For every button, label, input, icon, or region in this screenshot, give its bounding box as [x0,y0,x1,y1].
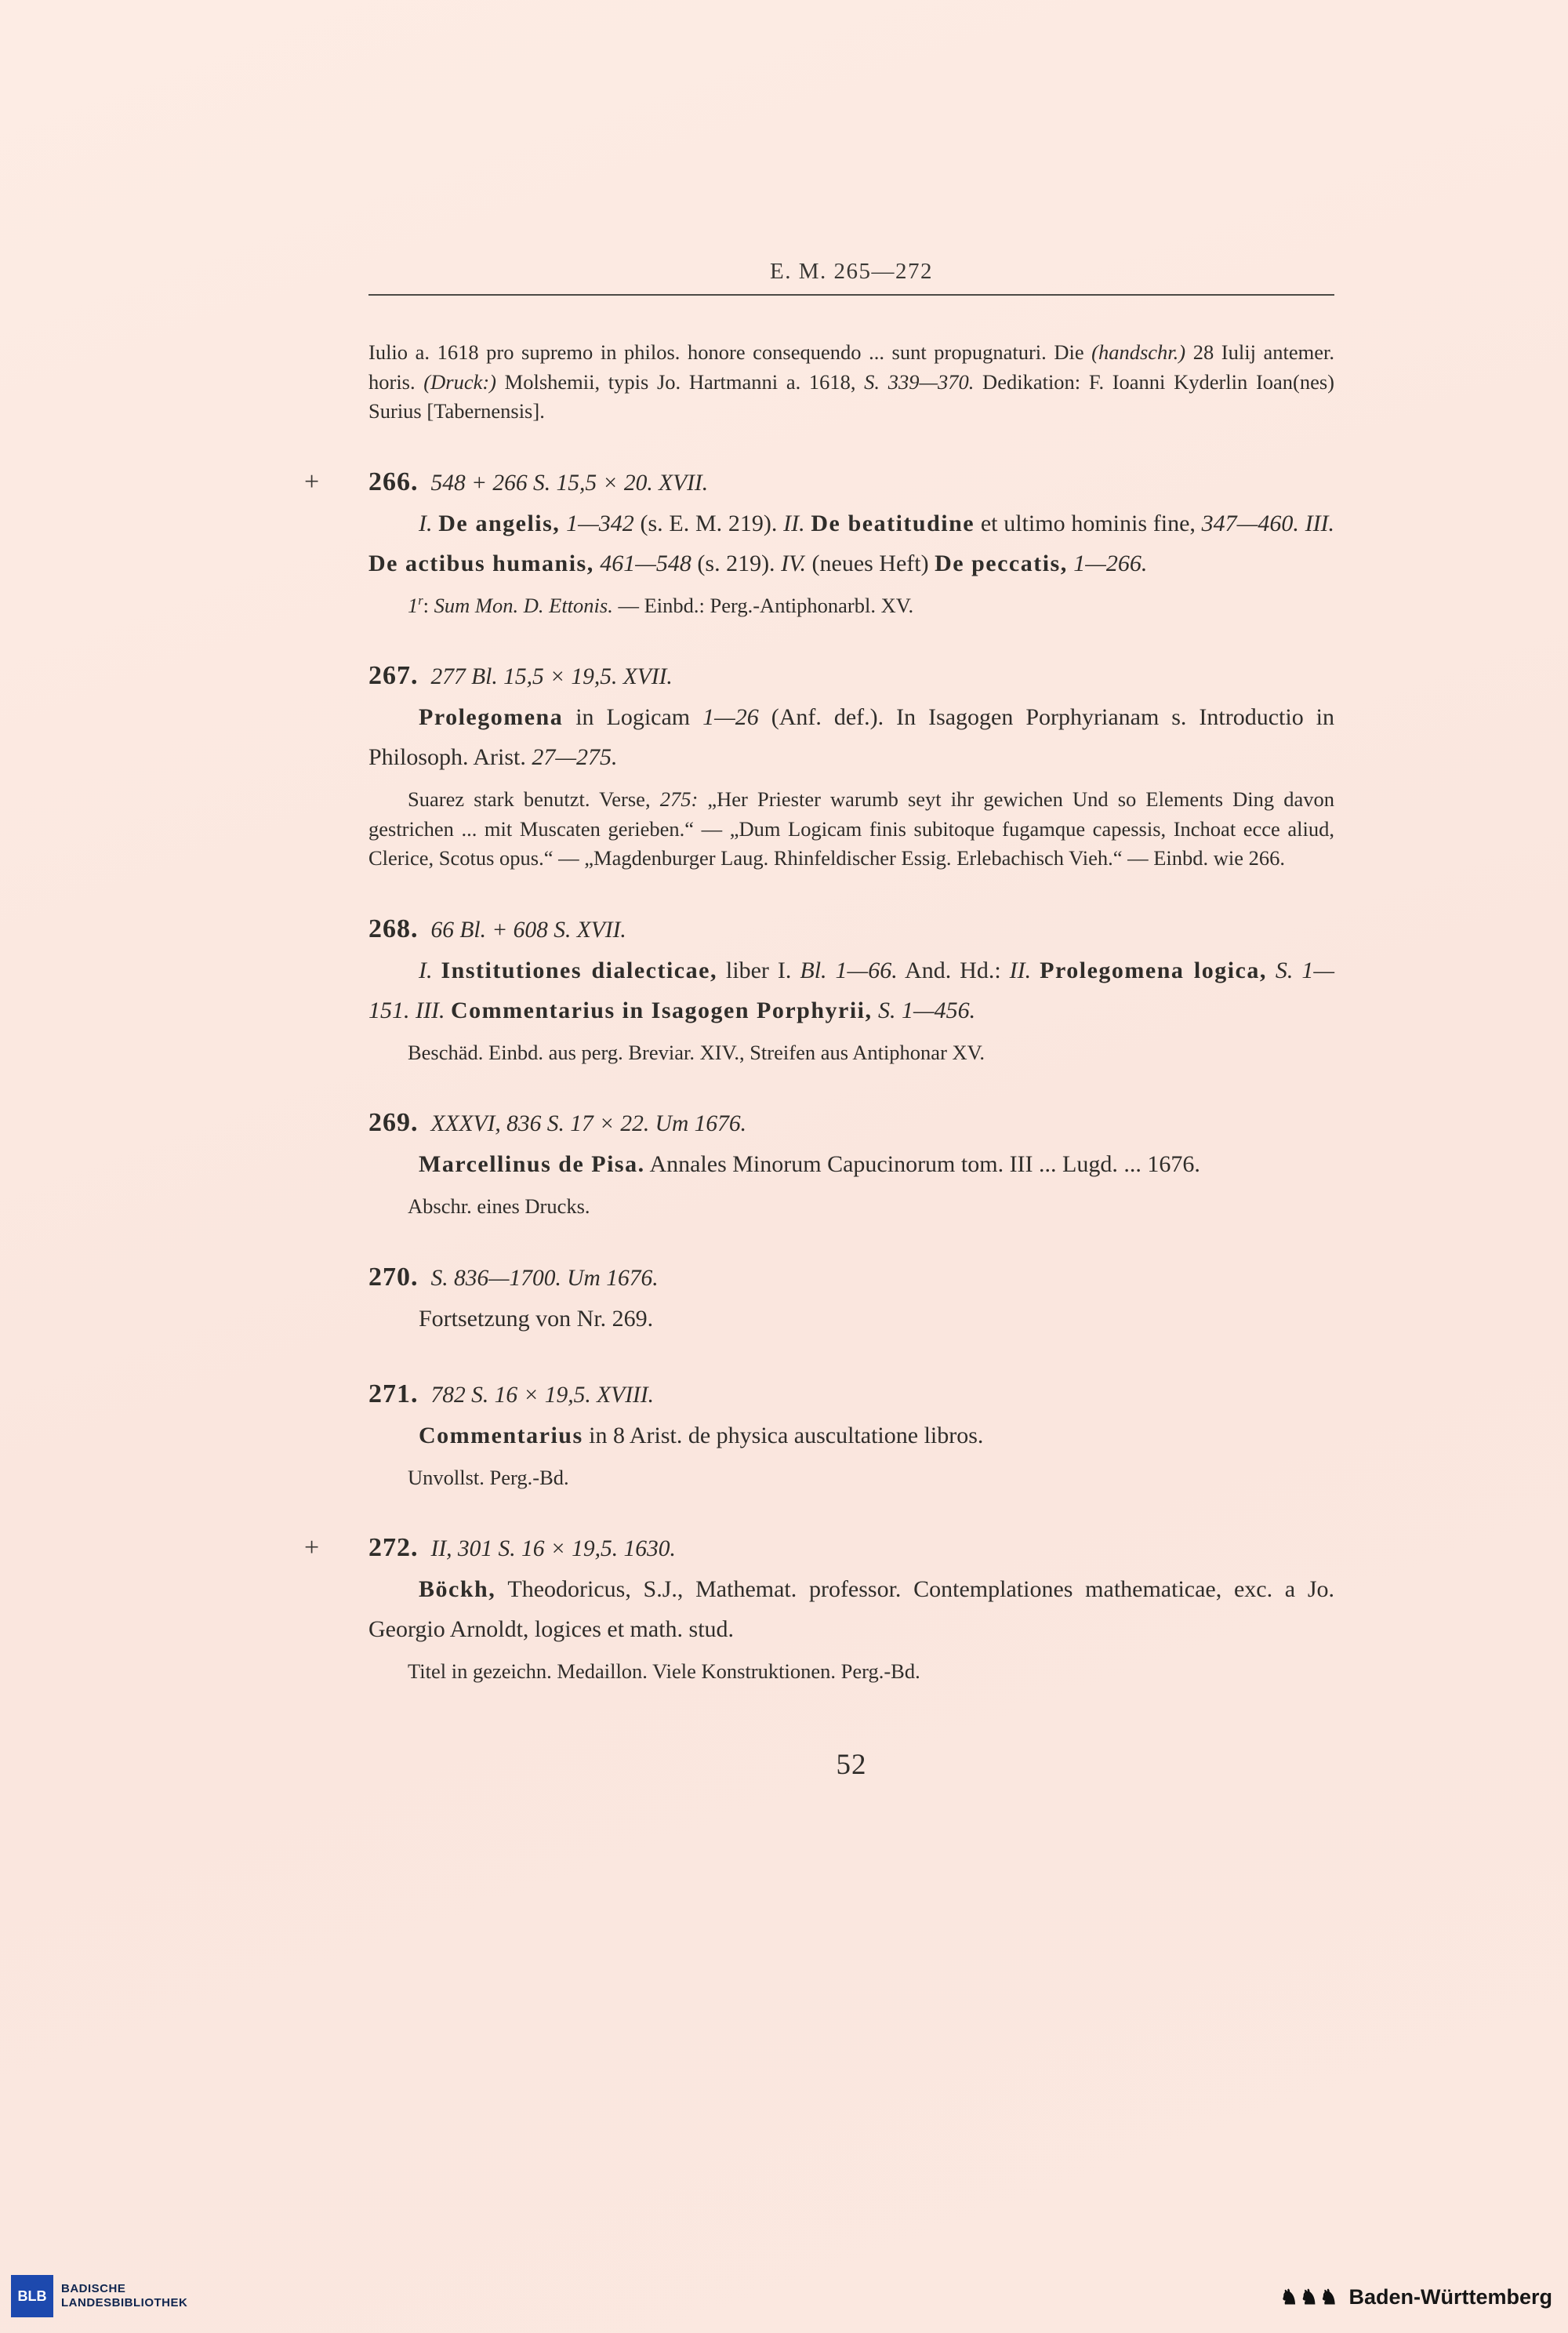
catalog-entry [304,467,1335,621]
text-run: De peccatis, [935,550,1068,576]
entry-paragraph [368,1569,1334,1649]
header-rule [368,294,1334,296]
text-run: III. [416,997,451,1023]
text-run: Titel in gezeichn. Medaillon. Viele Konstruktionen. Perg.-Bd. [408,1659,920,1683]
text-run: 1—266. [1073,550,1148,576]
entry-number: 272. [368,1533,419,1562]
text-run: Sum Mon. D. Ettonis. [434,593,613,617]
entry-collation: S. 836—1700. Um 1676. [430,1265,659,1291]
entry-marker: + [304,467,320,496]
entry-collation: 548 + 266 S. 15,5 × 20. XVII. [430,470,709,496]
text-run: (neues Heft) [811,550,935,576]
intro-paragraph [368,338,1334,427]
text-run: 347—460. [1201,510,1299,536]
entry-number: 267. [368,661,419,690]
entry-paragraph [368,591,1334,621]
text-run: Institutiones dialecticae, [441,957,717,983]
entry-paragraph [368,1463,1334,1493]
entry-collation: 277 Bl. 15,5 × 19,5. XVII. [430,664,673,689]
text-run: Prolegomena [419,704,564,730]
bw-crest-icon: ♞♞♞ [1279,2285,1340,2309]
text-run: S. 1—151. [368,957,1335,1023]
text-run: 1—342 [566,510,634,536]
text-run: IV. [781,550,812,576]
text-run: Bl. 1—66. [800,957,898,983]
entry-paragraph [368,1192,1334,1222]
entry-number: 269. [368,1108,419,1137]
text-run: liber I. [717,957,800,983]
entry-headline [368,661,1334,691]
text-run: Prolegomena logica, [1040,957,1267,983]
text-run: et ultimo hominis fine, [975,510,1202,536]
text-run: 461—548 [600,550,691,576]
catalog-entry [368,1263,1334,1339]
text-run: „Her Priester warumb seyt ihr gewichen Und so Elements Ding davon gestrichen ... mit Muscaten gerieben.“ — „Dum Logicam finis subitoque fugamque capessis, Inchoat ecce aliud, Clerice, Scotus opus.“ — „Magdenburger Laug. Rhinfeldischer Essig. Erlebachisch Vieh.“ — Einbd. wie 266. [368,787,1334,870]
text-run: Annales Minorum Capucinorum tom. III ... Lugd. ... 1676. [644,1151,1200,1177]
entry-collation: 782 S. 16 × 19,5. XVIII. [430,1382,655,1408]
entry-number: 266. [368,467,419,496]
entry-headline [304,1533,1334,1563]
text-run: : [423,593,434,617]
text-run: I. [419,510,439,536]
text-run: S. 339—370. [864,369,975,394]
entry-number: 270. [368,1262,419,1292]
entry-headline [368,1263,1334,1292]
catalog-entry [368,1379,1334,1493]
text-run [1299,511,1305,536]
text-run: II. [783,510,811,536]
text-run: Marcellinus de Pisa. [419,1151,645,1177]
bw-label: Baden-Württemberg [1348,2285,1552,2309]
entry-headline [368,1379,1334,1409]
text-run: Dedikation: F. Ioanni Kyderlin Ioan(nes) Surius [Tabernensis]. [368,369,1335,423]
entry-paragraph [368,1038,1334,1068]
page-content [304,259,1335,1782]
text-run [410,998,416,1023]
entry-headline [368,1108,1334,1138]
catalog-entry [368,914,1334,1068]
text-run: in Logicam [563,704,703,730]
entry-headline [304,467,1334,497]
text-run: (handschr.) [1091,340,1186,364]
entry-paragraph [368,503,1334,583]
text-run: III. [1305,510,1335,536]
text-run: (Druck:) [423,369,496,394]
running-head [368,259,1334,296]
text-run: r [418,592,423,608]
text-run: 275: [659,787,699,811]
text-run: I. [419,957,441,983]
text-run [1267,958,1276,983]
text-run: 1 [408,593,419,617]
text-run [560,511,566,536]
text-run: 1—26 [702,704,759,730]
text-run: De angelis, [438,510,561,536]
text-run: Fortsetzung von Nr. 269. [419,1305,654,1332]
text-run: II. [1009,957,1040,983]
entries-list [304,467,1335,1687]
entry-collation: XXXVI, 836 S. 17 × 22. Um 1676. [430,1111,747,1136]
text-run: — Einbd.: Perg.-Antiphonarbl. XV. [612,593,914,617]
text-run: (s. E. M. 219). [633,510,784,536]
text-run: Commentarius [419,1422,583,1448]
entry-paragraph [368,785,1334,874]
entry-number: 271. [368,1379,419,1408]
text-run: Suarez stark benutzt. Verse, [408,787,660,811]
text-run: De beatitudine [811,510,975,536]
text-run: Böckh, [419,1576,496,1602]
blb-line2: LANDESBIBLIOTHEK [61,2296,188,2309]
text-run: Molshemii, typis Jo. Hartmanni a. 1618, [496,369,865,394]
text-run: De actibus humanis, [368,550,594,576]
page-header: E. M. 265—272 [770,259,933,284]
text-run: Unvollst. Perg.-Bd. [408,1465,569,1489]
page-number: 52 [836,1748,867,1781]
blb-logo-icon [11,2275,53,2317]
entry-collation: 66 Bl. + 608 S. XVII. [430,917,626,943]
entry-paragraph [368,1415,1334,1455]
entry-paragraph [368,697,1334,777]
bw-logo [1280,2285,1552,2309]
text-run: Beschäd. Einbd. aus perg. Breviar. XIV., Streifen aus Antiphonar XV. [408,1040,985,1064]
text-run: in 8 Arist. de physica auscultatione libros. [583,1422,984,1448]
entry-number: 268. [368,914,419,943]
blb-abbr: BLB [17,2288,47,2304]
entry-headline [368,914,1334,944]
entry-paragraph [368,1144,1334,1184]
blb-line1: BADISCHE [61,2282,126,2295]
catalog-entry [368,661,1334,874]
entry-paragraph [368,950,1334,1030]
catalog-entry [304,1533,1334,1687]
text-run: 27—275. [532,744,618,770]
text-run: Iulio a. 1618 pro supremo in philos. honore consequendo ... sunt propugnaturi. Die [368,340,1092,364]
entry-marker: + [304,1533,320,1562]
text-run: 28 Iulij antemer. horis. [368,340,1334,394]
entry-collation: II, 301 S. 16 × 19,5. 1630. [430,1536,676,1561]
text-run: Abschr. eines Drucks. [408,1194,590,1218]
text-run [873,998,879,1023]
text-run: Theodoricus, S.J., Mathemat. professor. Contemplationes mathematicae, exc. a Jo. Georgio Arnoldt, logices et math. stud. [368,1576,1334,1642]
entry-paragraph [368,1299,1334,1339]
text-run: And. Hd.: [897,957,1010,983]
text-run: Commentarius in Isagogen Porphyrii, [450,997,873,1023]
text-run: S. 1—456. [878,997,976,1023]
catalog-entry [368,1108,1334,1222]
text-run: (Anf. def.). In Isagogen Porphyrianam s. Introductio in Philosoph. Arist. [368,704,1334,770]
text-run: (s. 219). [691,550,782,576]
blb-logo [11,2275,187,2317]
blb-logo-text [61,2282,187,2310]
entry-paragraph [368,1657,1334,1687]
